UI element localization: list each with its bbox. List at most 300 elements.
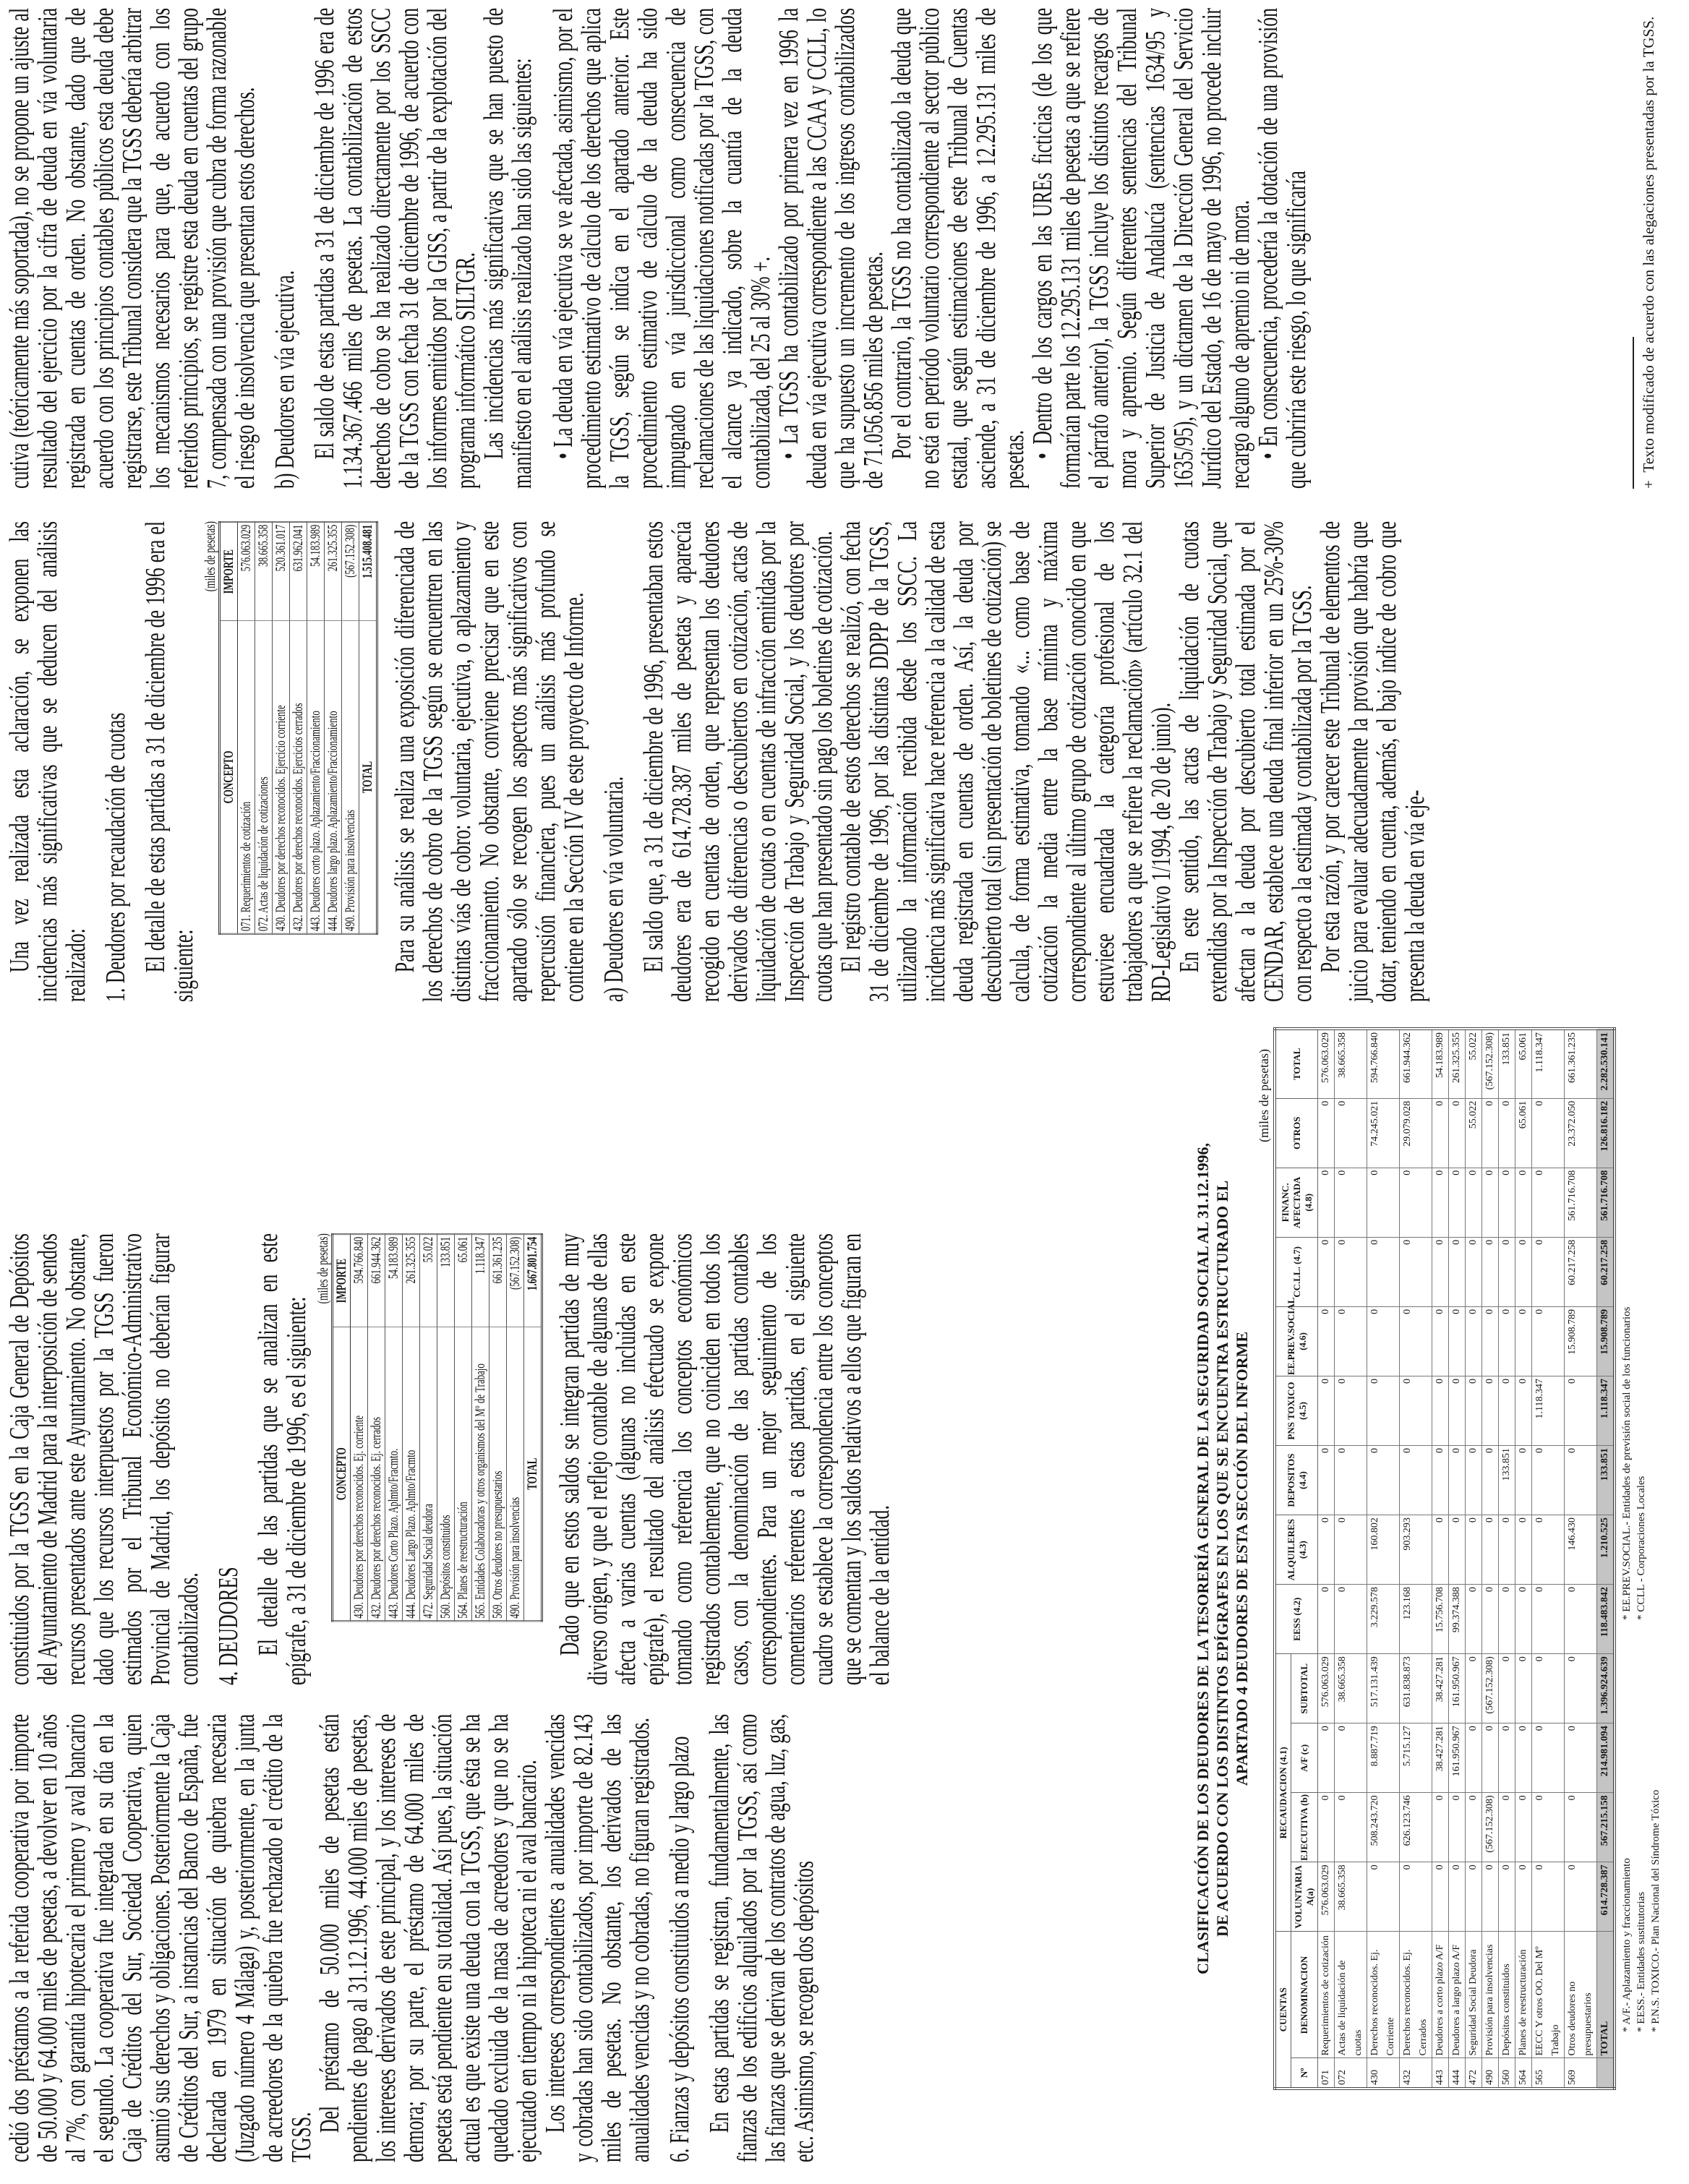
total-value: 126.816.182 [1597, 1098, 1615, 1168]
amount-cell: 0 [1432, 1168, 1449, 1237]
section-heading: 1. Deudores por recaudación de cuotas [101, 712, 131, 1002]
amount-cell: 0 [1449, 1515, 1466, 1585]
amount-cell: 0 [1466, 1376, 1482, 1445]
amount-cell: 0 [1482, 1515, 1499, 1585]
amount-cell: 0 [1318, 1793, 1335, 1862]
paragraph: Por esta razón, y por carecer este Tribunal de elementos de juicio para evaluar adecuadamente la provisión que habría que dotar, teniendo en cuenta, además, el bajo índice de cobro que presenta la deuda en vía eje- [1315, 521, 1430, 1002]
table-row [1367, 1029, 1400, 2089]
amount-cell: 29.079.028 [1400, 1098, 1432, 1168]
amount-cell: 0 [1565, 1376, 1597, 1445]
amount-cell: 0 [1515, 1446, 1532, 1515]
paragraph: Del préstamo de 50.000 miles de pesetas están pendientes de pago al 31.12.1996, 44.000 miles de pesetas, los intereses derivados de este principal, y los intereses de demora; por su parte, el préstamo de 64.000 miles de pesetas está pendiente en su totalidad. Así pues, la situación actual es que existe una deuda con la TGSS, que ésta se ha quedado excluida de la masa de acreedores y que no se ha ejecutado en tiempo ni la hipoteca ni el aval bancario. [315, 1713, 542, 2162]
amount-cell: 594.766.840 [351, 1234, 368, 1327]
amount-cell: 133.851 [1499, 1029, 1515, 1098]
amount-cell: 661.361.235 [1565, 1029, 1597, 1098]
amount-cell: 0 [1466, 1168, 1482, 1237]
amount-cell: 38.665.358 [1335, 1029, 1367, 1098]
concept-cell: 560. Depósitos constituidos [437, 1327, 455, 1622]
total-value: 133.851 [1597, 1446, 1615, 1515]
total-label: TOTAL [1597, 1932, 1615, 2058]
amount-cell: 38.665.358 [255, 522, 273, 621]
account-name: Derechos reconocidos. Ej. Corriente [1367, 1932, 1400, 2058]
paragraph: En este sentido, las actas de liquidación de cuotas extendidas por la Inspección de Trabajo y Seguridad Social, que afectan a la deuda por descubierto total estimada por el CENDAR, establece una deuda final inferior en un 25%-30% con respecto a la estimada y contabilizada por la TGSS. [1174, 521, 1317, 1002]
amount-cell: (567.152.308) [1482, 1029, 1499, 1098]
amount-cell: 261.325.355 [325, 522, 342, 621]
paragraph: cedió dos préstamos a la referida cooperativa por importe de 50.000 y 64.000 miles de pesetas, a devolver en 10 años al 7%, con garantía hipotecaria el primero y aval bancario el segundo. La cooperativa fue integrada en su día en la Caja de Créditos del Sur, Sociedad Cooperativa, quien asumió sus derechos y obligaciones. Posteriormente la Caja de Créditos del Sur, a instancias del Banco de España, fue declarada en 1979 en situación de quiebra necesaria (Juzgado número 4 Málaga) y, posteriormente, en la junta de acreedores de la quiebra fue rechazado el crédito de la TGSS. [4, 1713, 317, 2162]
amount-cell: 0 [1565, 1446, 1597, 1515]
section-heading: a) Deudores en vía voluntaria. [599, 776, 629, 1002]
amount-cell: 631.838.873 [1400, 1654, 1432, 1723]
amount-cell: 594.766.840 [1367, 1029, 1400, 1098]
amount-cell: 0 [1466, 1793, 1482, 1862]
column-header: SUBTOTAL [1291, 1654, 1318, 1723]
total-row [359, 522, 377, 934]
amount-cell: 261.325.355 [403, 1234, 420, 1327]
total-value: 214.981.094 [1597, 1723, 1615, 1793]
amount-cell: 517.131.439 [1367, 1654, 1400, 1723]
table-unit: (miles de pesetas) [1257, 1049, 1271, 1142]
amount-cell: 0 [1335, 1376, 1367, 1445]
amount-cell: 0 [1499, 1237, 1515, 1306]
amount-cell: 0 [1499, 1098, 1515, 1168]
column-header: CONCEPTO [220, 621, 238, 934]
amount-cell: (567.152.308) [1482, 1654, 1499, 1723]
table-unit: (miles de pesetas) [315, 1233, 331, 1304]
total-value: 1.515.408.481 [359, 522, 377, 621]
paragraph: Una vez realizada esta aclaración, se exponen las incidencias más significativas que se deducen del análisis realizado: [4, 521, 91, 1002]
table-row [1335, 1029, 1367, 2089]
table-row [1499, 1029, 1515, 2089]
total-value: 15.908.789 [1597, 1306, 1615, 1376]
amount-cell: 661.944.362 [368, 1234, 385, 1327]
footnote-line: * A/F.- Aplazamiento y fraccionamiento [1621, 1858, 1633, 2032]
paragraph: En estas partidas se registran, fundamentalmente, las fianzas de los edificios alquilados por la TGSS, así como las fianzas que se derivan de los contratos de agua, luz, gas, etc. Asimismo, se recogen dos depósitos [704, 1713, 819, 2162]
paragraph: El registro contable de estos derechos se realizó, con fecha 31 de diciembre de 1996, por las distintas DDPP de la TGSS, utilizando la información recibida desde los SSCC. La incidencia más significativa hace referencia a la calidad de esta deuda registrada en cuentas de orden. Así, la deuda por descubierto total (sin presentación de boletines de cotización) se calcula, de forma estimativa, tomando «... como base de cotización la media entre la base mínima y máxima correspondiente al último grupo de cotización conocido en que estuviese encuadrada la categoría profesional de los trabajadores a que se refiere la reclamación» (artículo 32.1 del RD-Legislativo 1/1994, de 20 de junio). [836, 521, 1176, 1002]
amount-cell: 0 [1449, 1306, 1466, 1376]
paragraph: El saldo que, a 31 de diciembre de 1996, presentaban estos deudores era de 614.728.387 miles de pesetas y aparecía recogido en cuentas de orden, que representan los deudores derivados de diferencias o descubiertos en cotización, actas de liquidación de cuotas o en cuentas de infracción emitidas por la Inspección de Trabajo y Seguridad Social, y los deudores por cuotas que han presentado sin pago los boletines de cotización. [638, 521, 838, 1002]
amount-cell: 0 [1565, 1585, 1597, 1654]
table-row [342, 522, 359, 934]
amount-cell: 561.716.708 [1565, 1168, 1597, 1237]
account-code: 560 [1499, 2058, 1515, 2089]
column-header: EE.PREV.SOCIAL (4.6) [1275, 1306, 1318, 1376]
amount-cell: 0 [1449, 1862, 1466, 1932]
footnote-line: * EE.PREV.SOCIAL.- Entidades de previsión social de los funcionarios [1621, 1306, 1633, 1620]
table-row [1482, 1029, 1499, 2089]
paragraph: Para su análisis se realiza una exposición diferenciada de los derechos de cobro de la TGSS según se encuentren en las distintas vías de cobro: voluntaria, ejecutiva, o aplazamiento y fraccionamiento. No obstante, conviene precisar que en este apartado sólo se recogen los aspectos más significativos con repercusión financiera, pues un análisis más profundo se contiene en la Sección IV de este proyecto de Informe. [390, 521, 589, 1002]
column-header: CC.LL. (4.7) [1275, 1237, 1318, 1306]
amount-cell: 0 [1515, 1168, 1532, 1237]
column-header: FINANC. AFECTADA (4.8) [1275, 1168, 1318, 1237]
amount-cell: 0 [1367, 1237, 1400, 1306]
paragraph: cutiva (teóricamente más soportada), no se propone un ajuste al resultado del ejercicio por la cifra de deuda en vía voluntaria registrada en cuentas de orden. No obstante, dado que de acuerdo con los principios contables públicos esta deuda debe registrarse, este Tribunal considera que la TGSS debería arbitrar los mecanismos necesarios para que, de acuerdo con los referidos principios, se registre esta deuda en cuentas del grupo 7, compensada con una provisión que cubra de forma razonable el riesgo de insolvencia que presentan estos derechos. [4, 7, 260, 489]
table-title: CLASIFICACIÓN DE LOS DEUDORES DE LA TESORERÍA GENERAL DE LA SEGURIDAD SOCIAL AL 31.12.1996, DE ACUERDO CON LOS DISTINTOS EPÍGRAFES EN LOS QUE SE ENCUENTRA ESTRUCTURADO EL APARTADO 4 DEUDORES DE ESTA SECCIÓN DEL INFORME [1194, 1143, 1251, 1974]
total-label: TOTAL [359, 621, 377, 934]
amount-cell: 0 [1335, 1168, 1367, 1237]
amount-cell: 0 [1432, 1237, 1449, 1306]
amount-cell: 23.372.050 [1565, 1098, 1597, 1168]
amount-cell: 0 [1400, 1237, 1432, 1306]
left-page-column-1 [6, 1714, 818, 2162]
amount-cell: 903.293 [1400, 1515, 1432, 1585]
table-row [238, 522, 255, 934]
amount-cell: 0 [1532, 1723, 1565, 1793]
amount-cell: 0 [1532, 1862, 1565, 1932]
total-value: 2.282.530.141 [1597, 1029, 1615, 1098]
total-value [1597, 2058, 1615, 2089]
amount-cell: 0 [1532, 1098, 1565, 1168]
account-name: Derechos reconocidos. Ej. Cerrados [1400, 1932, 1432, 2058]
column-header: OTROS [1275, 1098, 1318, 1168]
account-code: 472 [1466, 2058, 1482, 2089]
amount-cell: 0 [1565, 1862, 1597, 1932]
table-row [255, 522, 273, 934]
section-heading: 6. Fianzas y depósitos constituidos a medio y largo plazo [664, 1736, 695, 2162]
total-label: TOTAL [524, 1327, 542, 1622]
section-heading: 4. DEUDORES [213, 1567, 244, 1685]
amount-cell: (567.152.308) [342, 522, 359, 621]
amount-cell: 0 [1482, 1862, 1499, 1932]
total-value: 614.728.387 [1597, 1862, 1615, 1932]
amount-cell: 0 [1482, 1585, 1499, 1654]
concept-cell: 072. Actas de liquidación de cotizaciones [255, 621, 273, 934]
amount-cell: 0 [1367, 1306, 1400, 1376]
account-name: Seguridad Social Deudora [1466, 1932, 1482, 2058]
right-page-column-1 [6, 521, 1429, 1002]
amount-cell: 0 [1367, 1376, 1400, 1445]
total-value: 561.716.708 [1597, 1168, 1615, 1237]
account-code: 564 [1515, 2058, 1532, 2089]
amount-cell: 0 [1466, 1723, 1482, 1793]
amount-cell: 0 [1482, 1446, 1499, 1515]
amount-cell: 38.427.281 [1432, 1654, 1449, 1723]
amount-cell: 0 [1515, 1862, 1532, 1932]
table-row [368, 1234, 385, 1621]
paragraph: • Dentro de los cargos en las UREs ficticias (de los que formarían parte los 12.295.131 miles de pesetas a que se refiere el párrafo anterior), la TGSS incluye los distintos recargos de mora y apremio. Según diferentes sentencias del Tribunal Superior de Justicia de Andalucía (sentencias 1634/95 y 1635/95), y un dictamen de la Dirección General del Servicio Jurídico del Estado, de 16 de mayo de 1996, no procede incluir recargo alguno de apremio ni de mora. [1027, 7, 1255, 489]
table-row [1432, 1029, 1449, 2089]
amount-cell: 0 [1335, 1585, 1367, 1654]
amount-cell: 133.851 [1499, 1446, 1515, 1515]
amount-cell: 0 [1318, 1168, 1335, 1237]
amount-cell: 0 [1565, 1723, 1597, 1793]
amount-cell: 0 [1466, 1237, 1482, 1306]
amount-cell: 0 [1432, 1098, 1449, 1168]
account-name: Deudores a corto plazo A/F [1432, 1932, 1449, 2058]
amount-cell: 0 [1532, 1237, 1565, 1306]
amount-cell: 0 [1432, 1793, 1449, 1862]
account-code: 565 [1532, 2058, 1565, 2089]
amount-cell: 0 [1449, 1237, 1466, 1306]
amount-cell: (567.152.308) [507, 1234, 524, 1327]
table-row [1466, 1029, 1482, 2089]
account-name: Otros deudores no presupuestarios [1565, 1932, 1597, 2058]
amount-cell: 0 [1466, 1446, 1482, 1515]
paragraph: constituidos por la TGSS en la Caja General de Depósitos del Ayuntamiento de Madrid para la interposición de sendos recursos presentados ante este Ayuntamiento. No obstante, dado que los recursos interpuestos por la TGSS fueron estimados por el Tribunal Económico-Administrativo Provincial de Madrid, los depósitos no deberían figurar contabilizados. [4, 1233, 204, 1685]
summary-table [331, 1233, 543, 1622]
amount-cell: 0 [1400, 1306, 1432, 1376]
debtors-classification-table [1273, 1027, 1616, 2090]
amount-cell: 0 [1466, 1515, 1482, 1585]
amount-cell: 60.217.258 [1565, 1237, 1597, 1306]
column-header: ALQUILERES (4.3) [1275, 1515, 1318, 1585]
account-name: Depósitos constituidos [1499, 1932, 1515, 2058]
header-group-row [1275, 1029, 1291, 2089]
table-row [351, 1234, 368, 1621]
concept-cell: 569. Otros deudores no presupuestarios [489, 1327, 507, 1622]
table-row [507, 1234, 524, 1621]
concept-cell: 490. Provisión para insolvencias [342, 621, 359, 934]
amount-cell: 576.063.029 [1318, 1862, 1335, 1932]
total-value: 1.667.801.754 [524, 1234, 542, 1327]
table-header-row [333, 1234, 351, 1621]
amount-cell: 0 [1367, 1862, 1400, 1932]
amount-cell: (567.152.308) [1482, 1793, 1499, 1862]
amount-cell: 0 [1432, 1862, 1449, 1932]
paragraph: El detalle de estas partidas a 31 de diciembre de 1996 era el siguiente: [140, 521, 199, 1002]
amount-cell: 1.118.347 [1532, 1029, 1565, 1098]
footnote-separator [1633, 337, 1634, 489]
amount-cell: 0 [1499, 1723, 1515, 1793]
amount-cell: 0 [1335, 1237, 1367, 1306]
amount-cell: 161.950.967 [1449, 1723, 1466, 1793]
amount-cell: 0 [1499, 1654, 1515, 1723]
column-header: TOTAL [1275, 1029, 1318, 1098]
amount-cell: 146.430 [1565, 1515, 1597, 1585]
table-row [455, 1234, 472, 1621]
table-row [273, 522, 290, 934]
column-header: IMPORTE [333, 1234, 351, 1327]
paragraph: Dado que en estos saldos se integran partidas de muy diverso origen, y que el reflejo contable de algunas de ellas afecta a varias cuentas (algunas no incluidas en este epígrafe), el resultado del análisis efectuado se expone tomando como referencia los conceptos económicos registrados contablemente, que no coinciden en todos los casos, con la denominación de las partidas contables correspondientes. Para un mejor seguimiento de los comentarios referentes a estas partidas, en el siguiente cuadro se establece la correspondencia entre los conceptos que se comentan y los saldos relativos a ellos que figuran en el balance de la entidad. [555, 1233, 895, 1685]
amount-cell: 0 [1499, 1376, 1515, 1445]
total-value: 1.396.924.639 [1597, 1654, 1615, 1723]
amount-cell: 0 [1335, 1306, 1367, 1376]
paragraph: • En consecuencia, procedería la dotación de una provisión que cubriría este riesgo, lo que significaría [1253, 7, 1312, 489]
table-header-row [220, 522, 238, 934]
amount-cell: 508.243.720 [1367, 1793, 1400, 1862]
column-header: IMPORTE [220, 522, 238, 621]
amount-cell: 0 [1449, 1376, 1466, 1445]
amount-cell: 54.183.989 [385, 1234, 403, 1327]
amount-cell: 54.183.989 [307, 522, 325, 621]
amount-cell: 0 [1335, 1446, 1367, 1515]
paragraph: Por el contrario, la TGSS no ha contabilizado la deuda que no está en período voluntario correspondiente al sector público estatal, que según estimaciones de este Tribunal de Cuentas asciende, a 31 de diciembre de 1996, a 12.295.131 miles de pesetas. [886, 7, 1030, 489]
amount-cell: 0 [1318, 1237, 1335, 1306]
right-page-column-2 [6, 8, 1311, 489]
column-header: PNS TOXICO (4.5) [1275, 1376, 1318, 1445]
amount-cell: 631.962.041 [290, 522, 307, 621]
concept-cell: 430. Deudores por derechos reconocidos. Ej. corriente [351, 1327, 368, 1622]
concept-cell: 071. Requerimientos de cotización [238, 621, 255, 934]
column-header: DENOMINACION [1291, 1932, 1318, 2058]
amount-cell: 0 [1367, 1446, 1400, 1515]
amount-cell: 123.168 [1400, 1585, 1432, 1654]
footnote-line: * CCLL - Corporaciones Locales [1635, 1476, 1647, 1620]
amount-cell: 0 [1532, 1585, 1565, 1654]
amount-cell: 0 [1499, 1585, 1515, 1654]
amount-cell: 0 [1335, 1098, 1367, 1168]
amount-cell: 0 [1499, 1793, 1515, 1862]
account-code: 072 [1335, 2058, 1367, 2089]
concept-cell: 490. Provisión para insolvencias [507, 1327, 524, 1622]
footnote-mark: + [1640, 480, 1657, 489]
total-value: 1.210.525 [1597, 1515, 1615, 1585]
account-code: 569 [1565, 2058, 1597, 2089]
amount-cell: 661.361.235 [489, 1234, 507, 1327]
amount-cell: 8.887.719 [1367, 1723, 1400, 1793]
table-row [1565, 1029, 1597, 2089]
amount-cell: 0 [1499, 1515, 1515, 1585]
amount-cell: 38.665.358 [1335, 1654, 1367, 1723]
amount-cell: 0 [1400, 1376, 1432, 1445]
total-value: 60.217.258 [1597, 1237, 1615, 1306]
amount-cell: 0 [1565, 1654, 1597, 1723]
paragraph: El detalle de las partidas que se analizan en este epígrafe, a 31 de diciembre de 1996, es el siguiente: [253, 1233, 312, 1685]
amount-cell: 0 [1335, 1793, 1367, 1862]
amount-cell: 55.022 [1466, 1029, 1482, 1098]
amount-cell: 99.374.388 [1449, 1585, 1466, 1654]
total-value: 567.215.158 [1597, 1793, 1615, 1862]
total-value: 1.118.347 [1597, 1376, 1615, 1445]
summary-table-block [202, 521, 378, 935]
amount-cell: 0 [1432, 1446, 1449, 1515]
concept-cell: 444. Deudores Largo Plazo. Aplmto/Fracmto [403, 1327, 420, 1622]
amount-cell: 1.118.347 [1532, 1376, 1565, 1445]
amount-cell: 261.325.355 [1449, 1029, 1466, 1098]
amount-cell: 0 [1532, 1168, 1565, 1237]
amount-cell: 0 [1515, 1723, 1532, 1793]
amount-cell: 55.022 [420, 1234, 437, 1327]
amount-cell: 0 [1449, 1098, 1466, 1168]
account-code: 432 [1400, 2058, 1432, 2089]
amount-cell: 0 [1532, 1793, 1565, 1862]
left-page-column-2 [6, 1233, 894, 1685]
amount-cell: 0 [1499, 1306, 1515, 1376]
column-header: A/F (c) [1291, 1723, 1318, 1793]
table-unit: (miles de pesetas) [202, 521, 218, 592]
concept-cell: 443. Deudores Corto Plazo. Aplmto/Fracmto. [385, 1327, 403, 1622]
account-name: Planes de reestructuración [1515, 1932, 1532, 2058]
amount-cell: 0 [1318, 1098, 1335, 1168]
column-header: EJECUTIVA (b) [1291, 1793, 1318, 1862]
column-header: Nº [1291, 2058, 1318, 2089]
concept-cell: 444. Deudores largo plazo. Aplazamiento/Fraccionamiento [325, 621, 342, 934]
table-row [472, 1234, 489, 1621]
paragraph: • La TGSS ha contabilizado por primera vez en 1996 la deuda en vía ejecutiva correspondiente a las CCAA y CCLL, lo que ha supuesto un incremento de los ingresos contabilizados de 71.056.856 miles de pesetas. [774, 7, 889, 489]
concept-cell: 472. Seguridad Social deudora [420, 1327, 437, 1622]
amount-cell: 0 [1532, 1306, 1565, 1376]
column-header: CONCEPTO [333, 1327, 351, 1622]
summary-table [218, 521, 378, 935]
table-row [1318, 1029, 1335, 2089]
amount-cell: 0 [1335, 1515, 1367, 1585]
amount-cell: 0 [1466, 1585, 1482, 1654]
footnote-text: Texto modificado de acuerdo con las alegaciones presentadas por la TGSS. [1640, 16, 1657, 473]
amount-cell: 0 [1515, 1793, 1532, 1862]
table-row [290, 522, 307, 934]
concept-cell: 432. Deudores por derechos reconocidos. Ejercicios cerrados [290, 621, 307, 934]
amount-cell: 520.361.017 [273, 522, 290, 621]
amount-cell: 0 [1367, 1168, 1400, 1237]
paragraph: • La deuda en vía ejecutiva se ve afectada, asimismo, por el procedimiento estimativo de cálculo de los derechos que aplica la TGSS, según se indica en el apartado anterior. Este procedimiento estimativo de cálculo de la deuda ha sido impugnado en vía jurisdiccional como consecuencia de reclamaciones de las liquidaciones notificadas por la TGSS, con el alcance ya indicado, sobre la cuantía de la deuda contabilizada, del 25 al 30% +. [548, 7, 776, 489]
amount-cell: 0 [1449, 1793, 1466, 1862]
paragraph: Los intereses correspondientes a anualidades vencidas y cobradas han sido contabilizados, por importe de 82.143 miles de pesetas. No obstante, los derivados de las anualidades vencidas y no cobradas, no figuran registrados. [540, 1713, 655, 2162]
account-code: 444 [1449, 2058, 1466, 2089]
amount-cell: 0 [1532, 1446, 1565, 1515]
total-row [1597, 1029, 1615, 2089]
amount-cell: 38.665.358 [1335, 1862, 1367, 1932]
total-value: 118.483.842 [1597, 1585, 1615, 1654]
amount-cell: 65.061 [455, 1234, 472, 1327]
column-header: DEPOSITOS (4.4) [1275, 1446, 1318, 1515]
amount-cell: 0 [1400, 1862, 1432, 1932]
amount-cell: 54.183.989 [1432, 1029, 1449, 1098]
amount-cell: 0 [1482, 1098, 1499, 1168]
concept-cell: 432. Deudores por derechos reconocidos. Ej. cerrados [368, 1327, 385, 1622]
section-heading: b) Deudores en vía ejecutiva. [270, 270, 300, 489]
table-row [385, 1234, 403, 1621]
footnote-line: * P.N.S. TOXICO.- Plan Nacional del Síndrome Tóxico [1650, 1789, 1662, 2032]
summary-table-block [315, 1233, 543, 1622]
amount-cell: 0 [1515, 1515, 1532, 1585]
column-header: VOLUNTARIA A(a) [1291, 1862, 1318, 1932]
account-code: 071 [1318, 2058, 1335, 2089]
amount-cell: 55.022 [1466, 1098, 1482, 1168]
amount-cell: 65.061 [1515, 1029, 1532, 1098]
paragraph: Las incidencias más significativas que se han puesto de manifiesto en el análisis realizado han sido las siguientes: [479, 7, 537, 489]
concept-cell: 564. Planes de reestructuración [455, 1327, 472, 1622]
account-name: Provisión para insolvencias [1482, 1932, 1499, 2058]
amount-cell: 0 [1432, 1306, 1449, 1376]
concept-cell: 565. Entidades Colaboradoras y otros organismos del Mº de Trabajo [472, 1327, 489, 1622]
amount-cell: 161.950.967 [1449, 1654, 1466, 1723]
account-name: Deudores a largo plazo A/F [1449, 1932, 1466, 2058]
amount-cell: 15.908.789 [1565, 1306, 1597, 1376]
amount-cell: 0 [1449, 1446, 1466, 1515]
amount-cell: 38.427.281 [1432, 1723, 1449, 1793]
table-row [1449, 1029, 1466, 2089]
total-row [524, 1234, 542, 1621]
table-row [403, 1234, 420, 1621]
amount-cell: 0 [1318, 1376, 1335, 1445]
amount-cell: 0 [1449, 1168, 1466, 1237]
page-footnote [1640, 8, 1658, 489]
amount-cell: 0 [1432, 1376, 1449, 1445]
table-row [420, 1234, 437, 1621]
amount-cell: 0 [1565, 1793, 1597, 1862]
table-row [489, 1234, 507, 1621]
amount-cell: 0 [1515, 1306, 1532, 1376]
amount-cell: 0 [1482, 1306, 1499, 1376]
amount-cell: 0 [1318, 1306, 1335, 1376]
amount-cell: 0 [1466, 1306, 1482, 1376]
amount-cell: 15.756.708 [1432, 1585, 1449, 1654]
group-header-recaudacion: RECAUDACION (4.1) [1275, 1654, 1291, 1932]
column-header: EESS (4.2) [1275, 1585, 1318, 1654]
group-header-cuentas: CUENTAS [1275, 1932, 1291, 2089]
amount-cell: 0 [1499, 1862, 1515, 1932]
concept-cell: 430. Deudores por derechos reconocidos. Ejercicio corriente [273, 621, 290, 934]
amount-cell: 0 [1318, 1446, 1335, 1515]
table-row [1515, 1029, 1532, 2089]
table-row [1532, 1029, 1565, 2089]
amount-cell: 0 [1482, 1723, 1499, 1793]
amount-cell: 626.123.746 [1400, 1793, 1432, 1862]
amount-cell: 0 [1318, 1723, 1335, 1793]
amount-cell: 0 [1515, 1237, 1532, 1306]
table-row [1400, 1029, 1432, 2089]
amount-cell: 133.851 [437, 1234, 455, 1327]
amount-cell: 0 [1318, 1585, 1335, 1654]
